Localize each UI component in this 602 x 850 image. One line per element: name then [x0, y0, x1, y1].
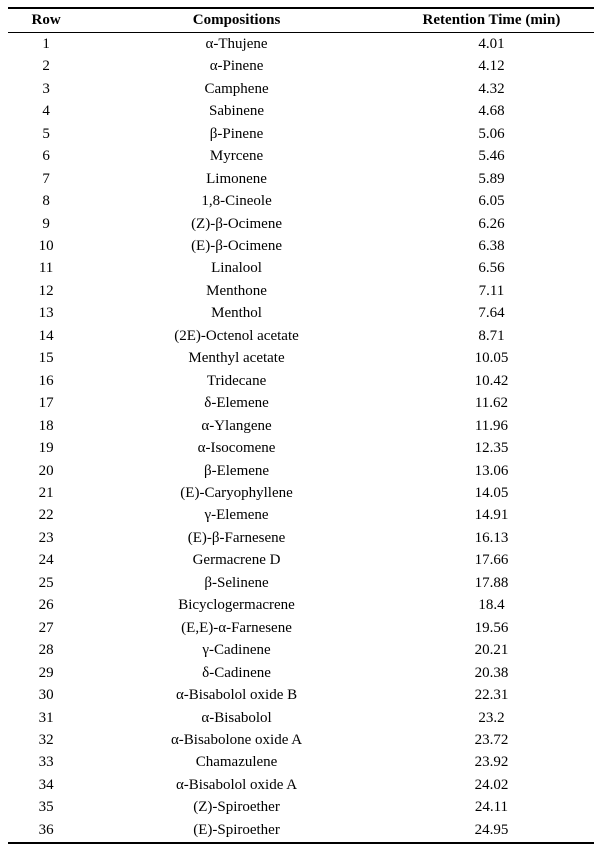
row-number: 6 [42, 148, 50, 165]
retention-time: 7.11 [478, 282, 505, 299]
retention-time: 7.64 [478, 305, 505, 322]
retention-time: 16.13 [474, 529, 509, 546]
row-number: 16 [38, 372, 54, 389]
composition: δ-Cadinene [202, 664, 271, 681]
table-row [8, 752, 594, 774]
composition: (E,E)-α-Farnesene [181, 619, 292, 636]
table-row [8, 617, 594, 639]
retention-time: 24.95 [389, 819, 594, 843]
retention-time: 10.42 [474, 372, 509, 389]
table-row [8, 662, 594, 684]
row-number: 4 [42, 103, 50, 120]
table-row [8, 460, 594, 482]
composition: (E)-Spiroether [84, 819, 389, 843]
retention-time: 23.2 [478, 709, 505, 726]
table-row [8, 482, 594, 504]
row-number: 31 [38, 709, 54, 726]
composition: (E)-β-Farnesene [187, 529, 286, 546]
retention-time: 23.72 [474, 732, 509, 748]
row-number: 32 [38, 732, 54, 748]
table-row [8, 639, 594, 661]
retention-time: 13.06 [474, 462, 509, 479]
table-row [8, 168, 594, 190]
table-row [8, 78, 594, 100]
table-row [8, 729, 594, 751]
row-number: 2 [42, 58, 50, 75]
row-number: 21 [38, 485, 54, 502]
composition: α-Bisabolol oxide B [175, 687, 298, 704]
composition: (Z)-β-Ocimene [191, 215, 282, 232]
table-header-row [8, 8, 594, 33]
retention-time: 22.31 [474, 687, 509, 704]
composition: Myrcene [209, 148, 264, 165]
table-row [8, 437, 594, 459]
composition: Menthyl acetate [188, 350, 285, 367]
composition: Germacrene D [192, 552, 281, 569]
composition: Chamazulene [195, 754, 278, 771]
retention-time: 6.38 [478, 238, 505, 255]
row-number: 13 [38, 305, 54, 322]
table-body [8, 33, 594, 844]
table-row [8, 707, 594, 729]
row-number: 17 [38, 395, 54, 412]
composition: Limonene [206, 170, 267, 187]
composition: Bicyclogermacrene [178, 597, 295, 614]
row-number: 9 [42, 215, 50, 232]
retention-time: 6.56 [478, 260, 505, 277]
retention-time: 6.05 [478, 193, 505, 210]
retention-time: 17.66 [474, 552, 509, 569]
row-number: 20 [38, 462, 54, 479]
row-number: 19 [38, 440, 54, 457]
composition: α-Pinene [209, 58, 264, 75]
retention-time: 5.06 [478, 125, 505, 142]
row-number: 26 [38, 597, 54, 614]
retention-time: 10.05 [474, 350, 509, 367]
table-row [8, 550, 594, 572]
row-number: 27 [38, 619, 54, 636]
table-row [8, 774, 594, 796]
table-row [8, 797, 594, 819]
table-row [8, 392, 594, 414]
retention-time: 4.32 [478, 80, 505, 97]
retention-time: 14.05 [474, 485, 509, 502]
retention-time: 24.11 [474, 799, 509, 816]
composition: α-Thujene [205, 35, 268, 52]
row-number: 3 [42, 80, 50, 97]
composition: (E)-Caryophyllene [180, 485, 293, 502]
table-row [8, 33, 594, 56]
compositions-table [8, 7, 594, 844]
table-row [8, 415, 594, 437]
retention-time: 4.01 [478, 35, 505, 52]
retention-time: 12.35 [474, 440, 509, 457]
composition: (E)-β-Ocimene [191, 238, 282, 255]
table-row [8, 325, 594, 347]
table-row [8, 258, 594, 280]
row-number: 7 [42, 170, 50, 187]
table-row [8, 347, 594, 369]
row-number: 8 [42, 193, 50, 210]
row-number: 28 [38, 642, 54, 659]
composition: α-Bisabolone oxide A [170, 732, 303, 748]
header-composition: Compositions [84, 8, 389, 33]
retention-time: 5.89 [478, 170, 505, 187]
table-row [8, 235, 594, 257]
retention-time: 4.68 [478, 103, 505, 120]
composition: α-Ylangene [201, 417, 272, 434]
retention-time: 11.96 [474, 417, 509, 434]
row-number: 14 [38, 327, 54, 344]
retention-time: 14.91 [474, 507, 509, 524]
retention-time: 18.4 [478, 597, 505, 614]
row-number: 35 [38, 799, 54, 816]
retention-time: 5.46 [478, 148, 505, 165]
row-number: 12 [38, 282, 54, 299]
composition: γ-Cadinene [202, 642, 271, 659]
retention-time: 20.21 [474, 642, 509, 659]
retention-time: 23.92 [474, 754, 509, 771]
retention-time: 17.88 [474, 574, 509, 591]
retention-time: 11.62 [474, 395, 509, 412]
composition: β-Elemene [203, 462, 270, 479]
retention-time: 6.26 [478, 215, 505, 232]
composition: Linalool [211, 260, 262, 277]
row-number: 24 [38, 552, 54, 569]
row-number: 1 [42, 35, 50, 52]
row-number: 22 [38, 507, 54, 524]
header-retention-time: Retention Time (min) [389, 8, 594, 33]
row-number: 10 [38, 238, 54, 255]
retention-time: 20.38 [474, 664, 509, 681]
row-number: 23 [38, 529, 54, 546]
composition: Sabinene [209, 103, 265, 120]
composition: Camphene [204, 80, 269, 97]
table-row [8, 123, 594, 145]
table-row [8, 527, 594, 549]
table-row [8, 213, 594, 235]
row-number: 29 [38, 664, 54, 681]
table-row [8, 505, 594, 527]
table-row [8, 572, 594, 594]
header-row-number: Row [8, 8, 84, 33]
row-number: 11 [38, 260, 54, 277]
composition: Menthone [206, 282, 267, 299]
composition: γ-Elemene [204, 507, 269, 524]
table-row [8, 819, 594, 843]
composition: α-Isocomene [197, 440, 276, 457]
composition: α-Bisabolol oxide A [175, 776, 298, 793]
retention-time: 4.12 [478, 58, 505, 75]
row-number: 30 [38, 687, 54, 704]
composition: Menthol [211, 305, 262, 322]
composition: β-Pinene [209, 125, 264, 142]
composition: (2E)-Octenol acetate [174, 327, 299, 344]
composition: 1,8-Cineole [201, 193, 272, 210]
table-row [8, 280, 594, 302]
table-row [8, 370, 594, 392]
table-row [8, 56, 594, 78]
row-number: 18 [38, 417, 54, 434]
composition: δ-Elemene [204, 395, 269, 412]
row-number: 33 [38, 754, 54, 771]
retention-time: 19.56 [474, 619, 509, 636]
composition: α-Bisabolol [201, 709, 272, 726]
composition: (Z)-Spiroether [193, 799, 280, 816]
row-number: 15 [38, 350, 54, 367]
composition: Tridecane [206, 372, 267, 389]
row-number: 25 [38, 574, 54, 591]
row-number: 5 [42, 125, 50, 142]
retention-time: 8.71 [478, 327, 505, 344]
table-row [8, 190, 594, 212]
table-header [8, 8, 594, 33]
table-row [8, 303, 594, 325]
table-row [8, 684, 594, 706]
composition: β-Selinene [204, 574, 269, 591]
table-row [8, 145, 594, 167]
retention-time: 24.02 [474, 776, 509, 793]
row-number: 36 [8, 819, 84, 843]
table-row [8, 594, 594, 616]
table-row [8, 100, 594, 122]
row-number: 34 [38, 776, 54, 793]
